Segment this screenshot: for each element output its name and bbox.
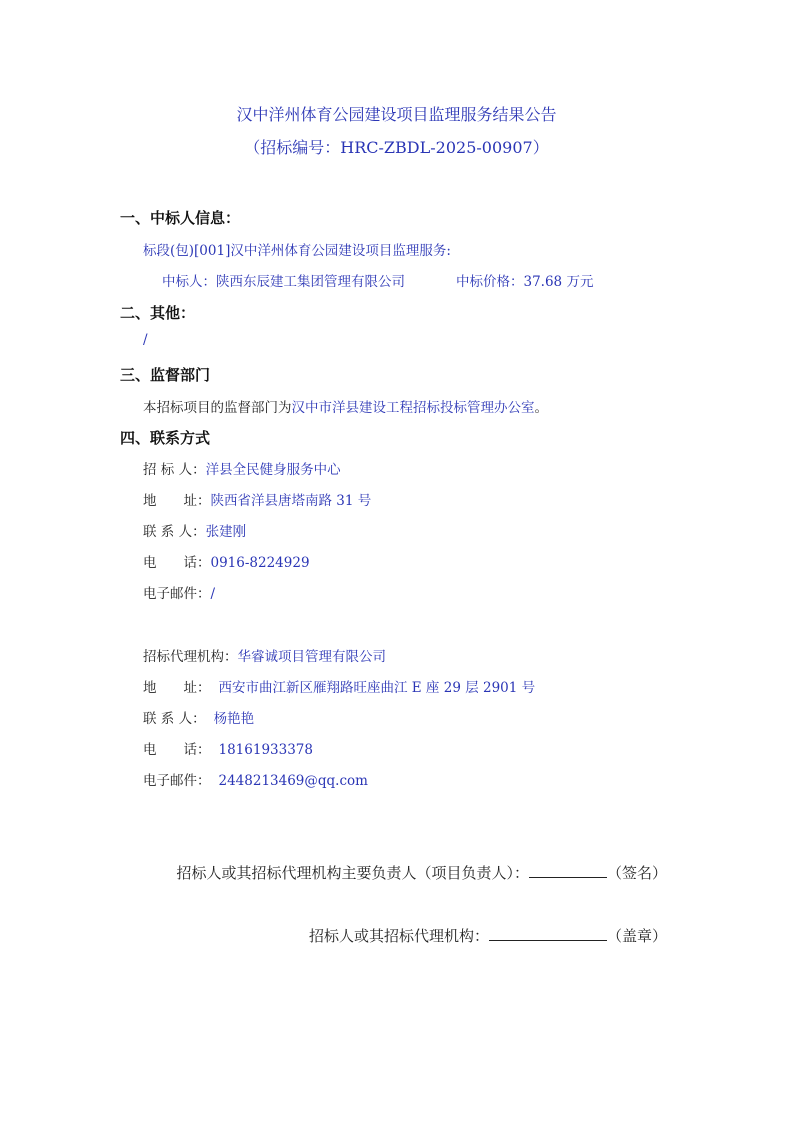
signature-2-suffix: （盖章） — [606, 927, 667, 945]
winner-row — [162, 270, 405, 290]
tenderer-phone: 0916-8224929 — [210, 555, 310, 571]
tenderer-email: / — [210, 586, 216, 602]
price-label: 中标价格： — [456, 274, 524, 290]
tenderer-address-row — [143, 489, 371, 509]
tenderer-phone-row — [143, 551, 310, 571]
tenderer-name-label: 招 标 人： — [143, 462, 206, 478]
tenderer-address-label: 地 址： — [143, 493, 211, 509]
section4-heading: 四、联系方式 — [120, 429, 211, 447]
signature-line-2 — [309, 925, 667, 946]
agency-email: 2448213469@qq.com — [218, 773, 368, 789]
agency-contact-row — [143, 707, 254, 727]
supervision-suffix: 。 — [534, 400, 548, 416]
agency-contact-label: 联 系 人： — [143, 711, 206, 727]
supervision-prefix: 本招标项目的监督部门为 — [143, 400, 292, 416]
supervision-line — [143, 396, 548, 416]
tenderer-address: 陕西省洋县唐塔南路 31 号 — [210, 493, 372, 509]
signature-2-label: 招标人或其招标代理机构： — [308, 927, 489, 945]
section2-content: / — [143, 332, 148, 348]
section2-heading: 二、其他： — [120, 304, 196, 322]
bid-number: （招标编号：HRC-ZBDL-2025-00907） — [244, 138, 549, 157]
signature-1-blank — [529, 863, 607, 878]
tenderer-contact: 张建刚 — [205, 524, 247, 540]
tenderer-name: 洋县全民健身服务中心 — [205, 462, 341, 478]
tenderer-email-row — [143, 582, 215, 602]
signature-1-suffix: （签名） — [606, 864, 667, 882]
agency-name-row — [143, 645, 386, 665]
agency-email-label: 电子邮件： — [143, 773, 211, 789]
agency-phone-row — [143, 738, 313, 758]
agency-address-row — [143, 676, 535, 696]
tenderer-contact-label: 联 系 人： — [143, 524, 206, 540]
winner-label: 中标人： — [162, 274, 216, 290]
tenderer-email-label: 电子邮件： — [143, 586, 211, 602]
agency-address-label: 地 址： — [143, 680, 211, 696]
agency-phone: 18161933378 — [218, 742, 313, 758]
agency-address: 西安市曲江新区雁翔路旺座曲江 E 座 29 层 2901 号 — [218, 680, 536, 696]
lot-line: 标段(包)[001]汉中洋州体育公园建设项目监理服务: — [143, 243, 451, 259]
page-title: 汉中洋州体育公园建设项目监理服务结果公告 — [236, 105, 557, 124]
price-row — [456, 270, 593, 290]
winner-name: 陕西东辰建工集团管理有限公司 — [216, 274, 405, 290]
agency-name: 华睿诚项目管理有限公司 — [237, 649, 386, 665]
section3-heading: 三、监督部门 — [120, 366, 211, 384]
agency-phone-label: 电 话： — [143, 742, 211, 758]
section1-heading: 一、中标人信息： — [120, 209, 241, 227]
price-value: 37.68 万元 — [523, 274, 594, 290]
signature-1-label: 招标人或其招标代理机构主要负责人（项目负责人）： — [176, 864, 529, 882]
tenderer-contact-row — [143, 520, 246, 540]
tenderer-name-row — [143, 458, 341, 478]
signature-2-blank — [489, 926, 607, 941]
agency-name-label: 招标代理机构： — [143, 649, 238, 665]
supervision-dept: 汉中市洋县建设工程招标投标管理办公室 — [291, 400, 535, 416]
tenderer-phone-label: 电 话： — [143, 555, 211, 571]
signature-line-1 — [176, 862, 667, 883]
agency-email-row — [143, 769, 368, 789]
agency-contact: 杨艳艳 — [213, 711, 255, 727]
